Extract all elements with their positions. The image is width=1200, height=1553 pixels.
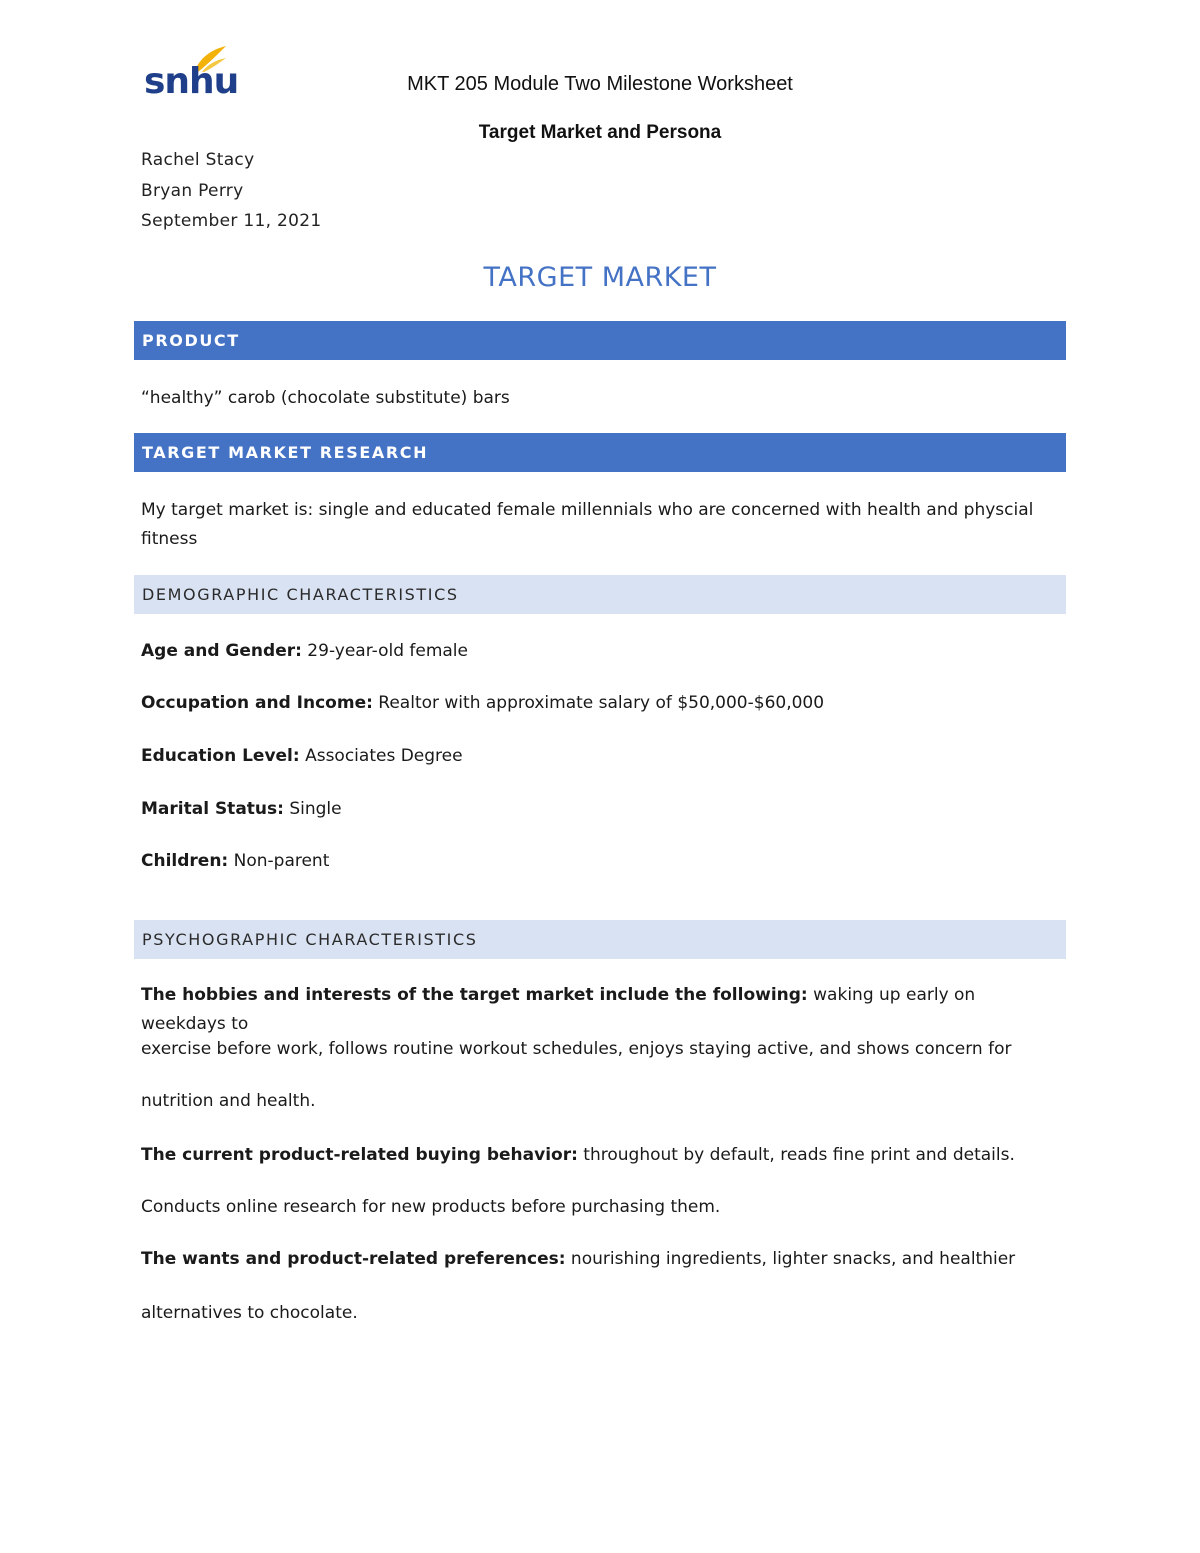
demographic-item	[141, 742, 1061, 771]
demographic-value: Realtor with approximate salary of $50,000-$60,000	[372, 693, 825, 713]
document-date: September 11, 2021	[141, 211, 322, 231]
document-subtitle: Target Market and Persona	[478, 122, 722, 143]
demographic-item	[141, 795, 1061, 824]
demographic-label: Children:	[141, 851, 229, 871]
section-title: TARGET MARKET	[483, 262, 717, 293]
psychographic-heading: PSYCHOGRAPHIC CHARACTERISTICS	[134, 920, 1066, 959]
hobbies-line2: exercise before work, follows routine workout schedules, enjoys staying active, and shows concern for	[141, 1039, 1012, 1059]
hobbies-label: The hobbies and interests of the target market include the following:	[141, 985, 808, 1005]
demographic-value: Single	[283, 799, 342, 819]
behavior-text: throughout by default, reads fine print and details.	[577, 1145, 1015, 1165]
behavior-line1	[141, 1141, 1061, 1170]
demographic-item	[141, 847, 1061, 876]
demographic-label: Age and Gender:	[141, 641, 302, 661]
demographic-label: Marital Status:	[141, 799, 284, 819]
product-heading: PRODUCT	[134, 321, 1066, 360]
hobbies-text: waking up early on weekdays to	[141, 985, 976, 1034]
demographic-item	[141, 637, 1061, 666]
wants-line1	[141, 1245, 1061, 1274]
document-title: MKT 205 Module Two Milestone Worksheet	[407, 73, 793, 95]
wants-label: The wants and product-related preferences:	[141, 1249, 566, 1269]
demographic-label: Education Level:	[141, 746, 300, 766]
product-text: “healthy” carob (chocolate substitute) bars	[141, 388, 510, 408]
behavior-line2: Conducts online research for new products before purchasing them.	[141, 1197, 721, 1217]
demographic-value: 29-year-old female	[301, 641, 468, 661]
wants-text: nourishing ingredients, lighter snacks, and healthier	[565, 1249, 1016, 1269]
research-text-line1: My target market is: single and educated female millennials who are concerned with health and physcial	[141, 500, 1034, 520]
logo-wordmark: snhu	[144, 61, 239, 102]
demographic-item	[141, 689, 1061, 718]
instructor-name: Bryan Perry	[141, 181, 244, 201]
hobbies-line3: nutrition and health.	[141, 1091, 316, 1111]
hobbies-line1	[141, 981, 1061, 1039]
demographic-value: Associates Degree	[299, 746, 463, 766]
student-name: Rachel Stacy	[141, 150, 255, 170]
research-heading: TARGET MARKET RESEARCH	[134, 433, 1066, 472]
demographic-label: Occupation and Income:	[141, 693, 373, 713]
behavior-label: The current product-related buying behavior:	[141, 1145, 578, 1165]
research-text-line2: fitness	[141, 529, 198, 549]
demographic-heading: DEMOGRAPHIC CHARACTERISTICS	[134, 575, 1066, 614]
wants-line2: alternatives to chocolate.	[141, 1303, 358, 1323]
demographic-value: Non-parent	[228, 851, 330, 871]
